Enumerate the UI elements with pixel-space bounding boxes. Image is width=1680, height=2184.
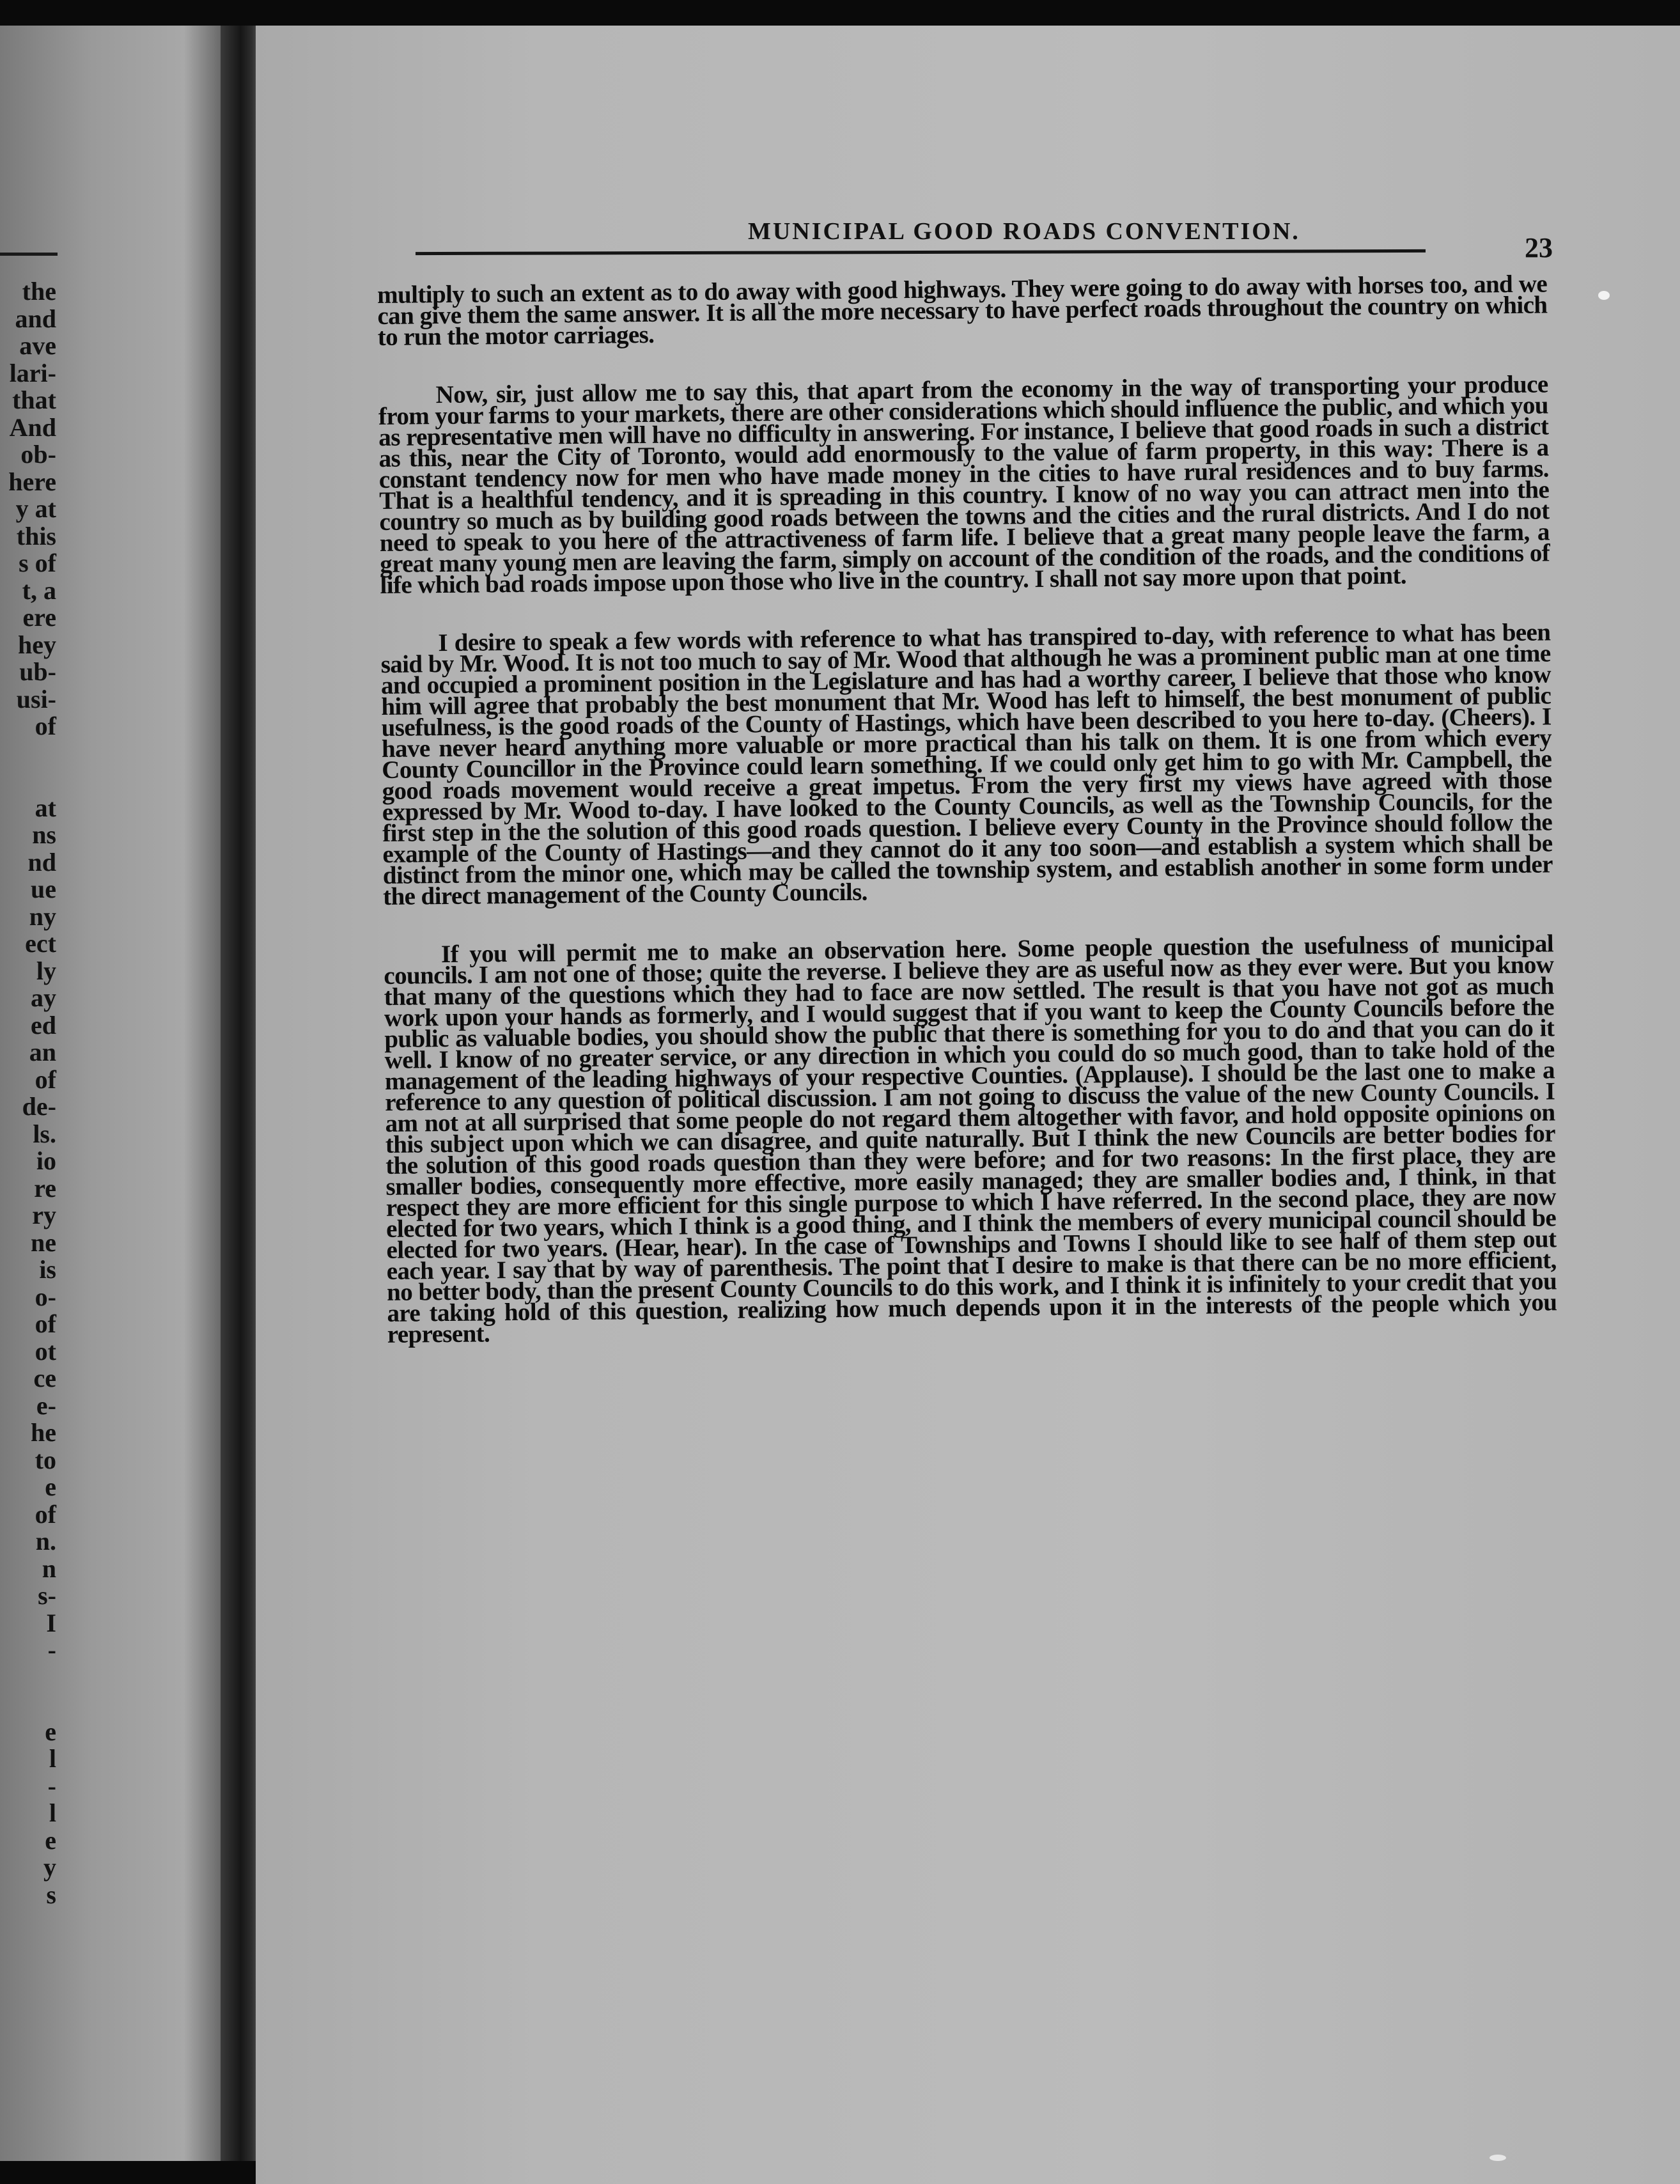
- header-rule: [416, 249, 1426, 255]
- scan-speck: [1489, 2155, 1506, 2161]
- page-23: [256, 26, 1680, 2184]
- paragraph-3: I desire to speak a few words with reference to what has transpired to-day, with reference to what has been said by Mr. Wood. It is not too much to say of Mr. Wood that although he was a prominent public man at one time and occupied a prominent position in the Legislature and has had a worthy career, I believe that those who know him will agree that probably the best monument that Mr. Wood has left to himself, the best monument of public usefulness, is the good roads of the County of Hastings, which have been described to you here to-day. (Cheers). I have never heard anything more valuable or more practical than his talk on them. It is one from which every County Councillor in the Province could learn something. If we could only get him to go with Mr. Campbell, the good roads movement would receive a great impetus. From the very first my views have agreed with those expressed by Mr. Wood to-day. I have looked to the County Councils, as well as the Township Councils, for the first step in the the solution of this good roads question. I believe every County in the Province should follow the example of the County of Hastings—and they cannot do it any too soon—and establish a system which shall be distinct from the minor one, which may be called the township system, and establish another in some form under the direct management of the County Councils.: [380, 618, 1553, 910]
- paragraph-2: Now, sir, just allow me to say this, that apart from the economy in the way of transporting your produce from your farms to your markets, there are other considerations which should influence the public, and which you as representative men will have no difficulty in answering. For instance, I believe that good roads in such a district as this, near the City of Toronto, would add enormously to the value of farm property, in this way: There is a constant tendency now for men who have made money in the cities to have rural residences and to buy farms. That is a healthful tendency, and it is spreading in this country. I know of no way you can attract men into the country so much as by building good roads between the towns and the cities and the rural districts. And I do not need to speak to you here of the attractiveness of farm life. I believe that a great many people leave the farm, a great many young men are leaving the farm, simply on account of the condition of the roads, and the conditions of life which bad roads impose upon those who live in the country. I shall not say more upon that point.: [378, 370, 1550, 599]
- page-header: [416, 217, 1521, 269]
- scan-speck: [1598, 291, 1610, 300]
- adjacent-left-page: [0, 26, 230, 2161]
- paragraph-1: multiply to such an extent as to do away with good highways. They were going to do away with horses too, and we can give them the same answer. It is all the more necessary to have perfect roads throughout the country on which to run the motor carriages.: [377, 270, 1548, 351]
- left-page-text-fragments: the and ave lari- that And ob- here y at this s of t, a ere hey ub- usi- of at ns nd ue ny ect ly ay ed an of de- ls. io re ry ne is o- of ot ce e- he to e of n. n s- I - e l - l e y s: [8, 277, 56, 1909]
- body-text: [377, 270, 1557, 1382]
- running-head: MUNICIPAL GOOD ROADS CONVENTION.: [748, 218, 1300, 245]
- left-page-header-rule: [0, 253, 58, 256]
- page-number: 23: [1525, 232, 1553, 263]
- paragraph-4: If you will permit me to make an observation here. Some people question the usefulness of municipal councils. I am not one of those; quite the reverse. I believe they are as useful now as they ever were. But you know that many of the questions which they had to face are now settled. The result is that you have not got as much work upon your hands as formerly, and I would suggest that if you want to keep the County Councils before the public as valuable bodies, you should show the public that there is something for you to do and that you can do it well. I know of no greater service, or any direction in which you could do so much good, than to take hold of the management of the leading highways of your respective Counties. (Applause). I should be the last one to make a reference to any question of political discussion. I am not going to discuss the value of the new County Councils. I am not at all surprised that some people do not regard them altogether with favor, and hold opposite opinions on this subject upon which we can disagree, and quite naturally. But I think the new Councils are better bodies for the solution of this good roads question than they were before; and for two reasons: In the first place, they are smaller bodies, consequently more effective, more easily managed; they are smaller bodies and, I think, in that respect they are more efficient for this single purpose to which I have referred. In the second place, they are now elected for two years, which I think is a good thing, and I think the members of every municipal council should be elected for two years. (Hear, hear). In the case of Townships and Towns I should like to see half of them step out each year. I say that by way of parenthesis. The point that I desire to make is that there can be no more efficient, no better body, than the present County Councils to do this work, and I think it is infinitely to your credit that you are taking hold of this question, realizing how much depends upon it in the interests of the people which you represent.: [384, 930, 1557, 1348]
